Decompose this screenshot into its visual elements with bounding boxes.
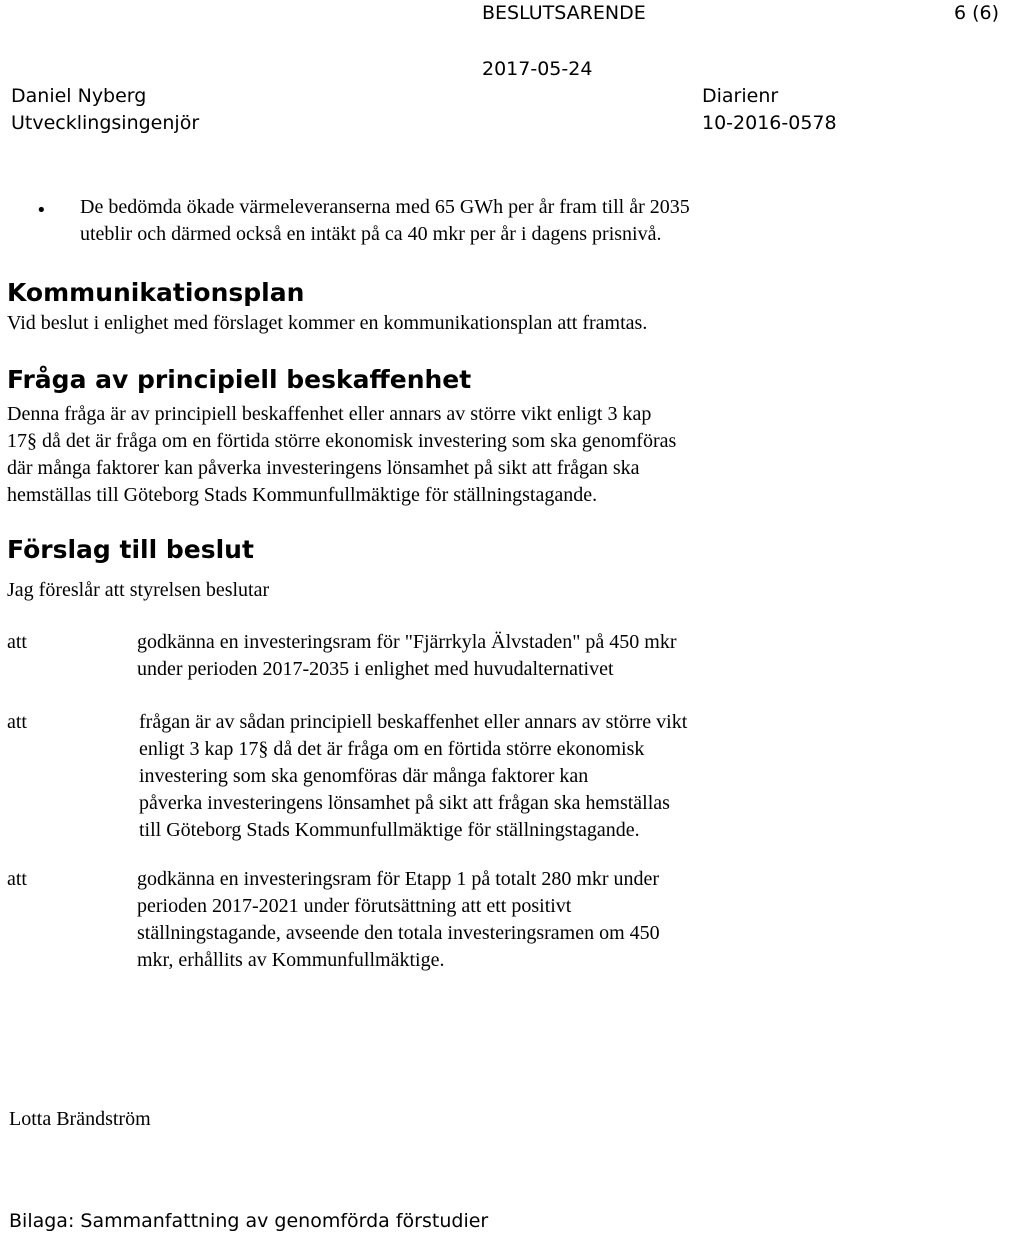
bullet-line: uteblir och därmed också en intäkt på ca 40 mkr per år i dagens prisnivå. xyxy=(80,223,662,245)
att-item-line: godkänna en investeringsram för Etapp 1 på totalt 280 mkr under xyxy=(137,868,660,890)
paragraph-line: Denna fråga är av principiell beskaffenhet eller annars av större vikt enligt 3 kap xyxy=(7,403,652,425)
att-item-line: investering som ska genomföras där många faktorer kan xyxy=(139,765,589,787)
paragraph-line: 17§ då det är fråga om en förtida större ekonomisk investering som ska genomföras xyxy=(7,430,677,452)
attachment-note: Bilaga: Sammanfattning av genomförda förstudier xyxy=(9,1210,489,1232)
heading-principiell-beskaffenhet: Fråga av principiell beskaffenhet xyxy=(7,365,472,394)
att-item-line: under perioden 2017-2035 i enlighet med huvudalternativet xyxy=(137,658,614,680)
page-number: 6 (6) xyxy=(954,2,1000,24)
document-date: 2017-05-24 xyxy=(482,58,593,80)
forslag-intro: Jag föreslår att styrelsen beslutar xyxy=(7,579,270,601)
heading-kommunikationsplan: Kommunikationsplan xyxy=(7,278,305,307)
att-item-line: godkänna en investeringsram för "Fjärrkyla Älvstaden" på 450 mkr xyxy=(137,631,677,653)
paragraph-line: hemställas till Göteborg Stads Kommunfullmäktige för ställningstagande. xyxy=(7,484,598,506)
att-item-line: till Göteborg Stads Kommunfullmäktige för ställningstagande. xyxy=(139,819,640,841)
att-item-line: ställningstagande, avseende den totala investeringsramen om 450 xyxy=(137,922,660,944)
paragraph-line: där många faktorer kan påverka investeringens lönsamhet på sikt att frågan ska xyxy=(7,457,640,479)
att-item-line: mkr, erhållits av Kommunfullmäktige. xyxy=(137,949,445,971)
bullet-line: De bedömda ökade värmeleveranserna med 65 GWh per år fram till år 2035 xyxy=(80,196,690,218)
document-type-title: BESLUTSARENDE xyxy=(482,2,646,24)
bullet-icon: • xyxy=(36,200,47,221)
att-item-line: frågan är av sådan principiell beskaffenhet eller annars av större vikt xyxy=(139,711,688,733)
att-item-line: påverka investeringens lönsamhet på sikt att frågan ska hemställas xyxy=(139,792,670,814)
diarienr-label: Diarienr xyxy=(702,85,779,107)
paragraph-kommunikationsplan: Vid beslut i enlighet med förslaget kommer en kommunikationsplan att framtas. xyxy=(7,312,648,334)
diarienr-value: 10-2016-0578 xyxy=(702,112,837,134)
att-label: att xyxy=(7,631,27,653)
author-role: Utvecklingsingenjör xyxy=(11,112,200,134)
author-name: Daniel Nyberg xyxy=(11,85,147,107)
signature-name: Lotta Brändström xyxy=(9,1108,151,1130)
att-label: att xyxy=(7,711,27,733)
att-label: att xyxy=(7,868,27,890)
att-item-line: enligt 3 kap 17§ då det är fråga om en förtida större ekonomisk xyxy=(139,738,645,760)
att-item-line: perioden 2017-2021 under förutsättning att ett positivt xyxy=(137,895,572,917)
heading-forslag-till-beslut: Förslag till beslut xyxy=(7,535,254,564)
